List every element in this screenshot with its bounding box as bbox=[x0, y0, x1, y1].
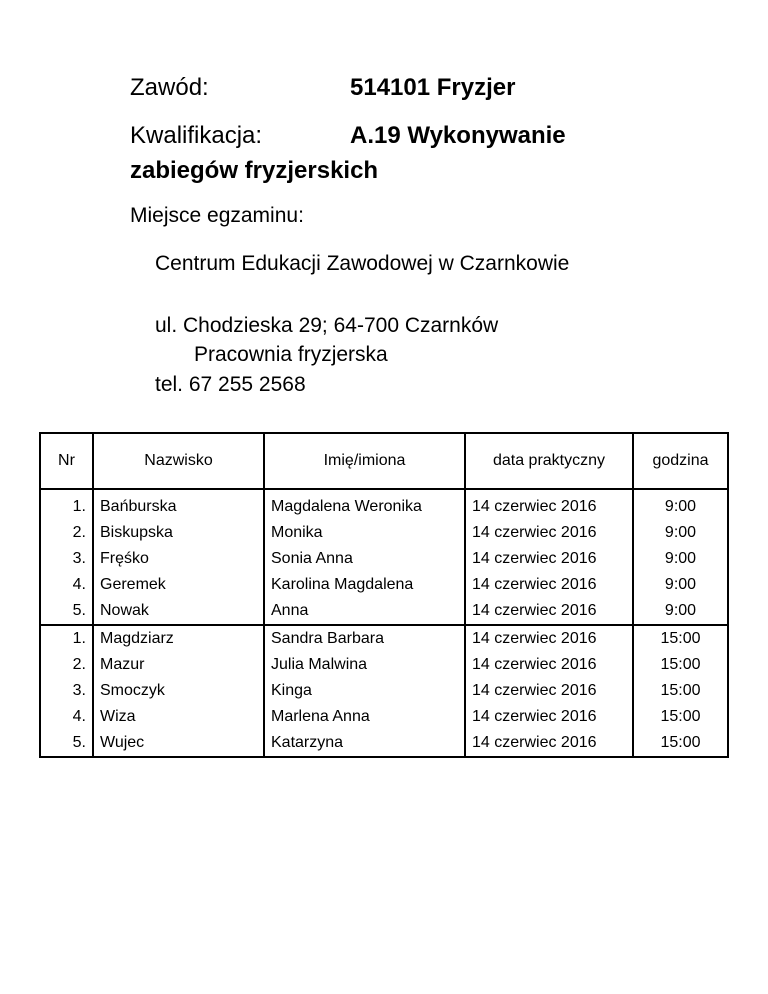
qualification-value-line2: zabiegów fryzjerskich bbox=[130, 157, 379, 184]
cell-nr: 4. bbox=[40, 704, 93, 730]
cell-nr: 2. bbox=[40, 520, 93, 546]
qualification-label: Kwalifikacja: bbox=[130, 122, 263, 149]
cell-date: 14 czerwiec 2016 bbox=[465, 520, 633, 546]
cell-date: 14 czerwiec 2016 bbox=[465, 625, 633, 652]
cell-surname: Biskupska bbox=[93, 520, 264, 546]
profession-value: 514101 Fryzjer bbox=[350, 74, 516, 101]
table-row bbox=[40, 489, 728, 520]
cell-names: Anna bbox=[264, 598, 465, 625]
column-header-surname: Nazwisko bbox=[93, 433, 264, 489]
cell-nr: 3. bbox=[40, 678, 93, 704]
cell-date: 14 czerwiec 2016 bbox=[465, 678, 633, 704]
cell-time: 9:00 bbox=[633, 489, 728, 520]
exam-place-address: ul. Chodzieska 29; 64-700 Czarnków bbox=[155, 314, 499, 337]
cell-nr: 2. bbox=[40, 652, 93, 678]
table-header-row bbox=[40, 433, 728, 489]
cell-surname: Fręśko bbox=[93, 546, 264, 572]
column-header-date: data praktyczny bbox=[465, 433, 633, 489]
cell-time: 15:00 bbox=[633, 678, 728, 704]
table-row bbox=[40, 598, 728, 625]
table-row bbox=[40, 520, 728, 546]
cell-date: 14 czerwiec 2016 bbox=[465, 489, 633, 520]
cell-surname: Geremek bbox=[93, 572, 264, 598]
cell-surname: Wujec bbox=[93, 730, 264, 757]
candidates-table bbox=[39, 432, 729, 758]
cell-names: Julia Malwina bbox=[264, 652, 465, 678]
exam-place-label: Miejsce egzaminu: bbox=[130, 204, 304, 227]
table-row bbox=[40, 572, 728, 598]
cell-date: 14 czerwiec 2016 bbox=[465, 704, 633, 730]
table-row bbox=[40, 625, 728, 652]
cell-names: Sandra Barbara bbox=[264, 625, 465, 652]
cell-names: Kinga bbox=[264, 678, 465, 704]
cell-nr: 5. bbox=[40, 730, 93, 757]
table-row bbox=[40, 652, 728, 678]
cell-nr: 4. bbox=[40, 572, 93, 598]
cell-time: 9:00 bbox=[633, 598, 728, 625]
cell-names: Sonia Anna bbox=[264, 546, 465, 572]
cell-nr: 1. bbox=[40, 625, 93, 652]
cell-time: 9:00 bbox=[633, 546, 728, 572]
profession-label: Zawód: bbox=[130, 74, 209, 101]
exam-room: Pracownia fryzjerska bbox=[194, 343, 388, 366]
cell-date: 14 czerwiec 2016 bbox=[465, 572, 633, 598]
cell-date: 14 czerwiec 2016 bbox=[465, 652, 633, 678]
column-header-time: godzina bbox=[633, 433, 728, 489]
cell-date: 14 czerwiec 2016 bbox=[465, 546, 633, 572]
cell-date: 14 czerwiec 2016 bbox=[465, 730, 633, 757]
table-row bbox=[40, 546, 728, 572]
cell-nr: 1. bbox=[40, 489, 93, 520]
cell-surname: Mazur bbox=[93, 652, 264, 678]
cell-surname: Nowak bbox=[93, 598, 264, 625]
cell-surname: Smoczyk bbox=[93, 678, 264, 704]
cell-surname: Wiza bbox=[93, 704, 264, 730]
qualification-value-line1: A.19 Wykonywanie bbox=[350, 122, 566, 149]
cell-time: 15:00 bbox=[633, 652, 728, 678]
cell-names: Karolina Magdalena bbox=[264, 572, 465, 598]
cell-time: 15:00 bbox=[633, 704, 728, 730]
cell-date: 14 czerwiec 2016 bbox=[465, 598, 633, 625]
cell-names: Monika bbox=[264, 520, 465, 546]
cell-nr: 3. bbox=[40, 546, 93, 572]
table-row bbox=[40, 678, 728, 704]
column-header-nr: Nr bbox=[40, 433, 93, 489]
cell-nr: 5. bbox=[40, 598, 93, 625]
exam-place-name: Centrum Edukacji Zawodowej w Czarnkowie bbox=[155, 252, 570, 275]
cell-time: 9:00 bbox=[633, 520, 728, 546]
table-row bbox=[40, 730, 728, 757]
exam-place-phone: tel. 67 255 2568 bbox=[155, 373, 306, 396]
cell-time: 9:00 bbox=[633, 572, 728, 598]
cell-surname: Bańburska bbox=[93, 489, 264, 520]
cell-names: Marlena Anna bbox=[264, 704, 465, 730]
column-header-names: Imię/imiona bbox=[264, 433, 465, 489]
cell-time: 15:00 bbox=[633, 625, 728, 652]
cell-surname: Magdziarz bbox=[93, 625, 264, 652]
cell-names: Katarzyna bbox=[264, 730, 465, 757]
cell-time: 15:00 bbox=[633, 730, 728, 757]
cell-names: Magdalena Weronika bbox=[264, 489, 465, 520]
table-row bbox=[40, 704, 728, 730]
